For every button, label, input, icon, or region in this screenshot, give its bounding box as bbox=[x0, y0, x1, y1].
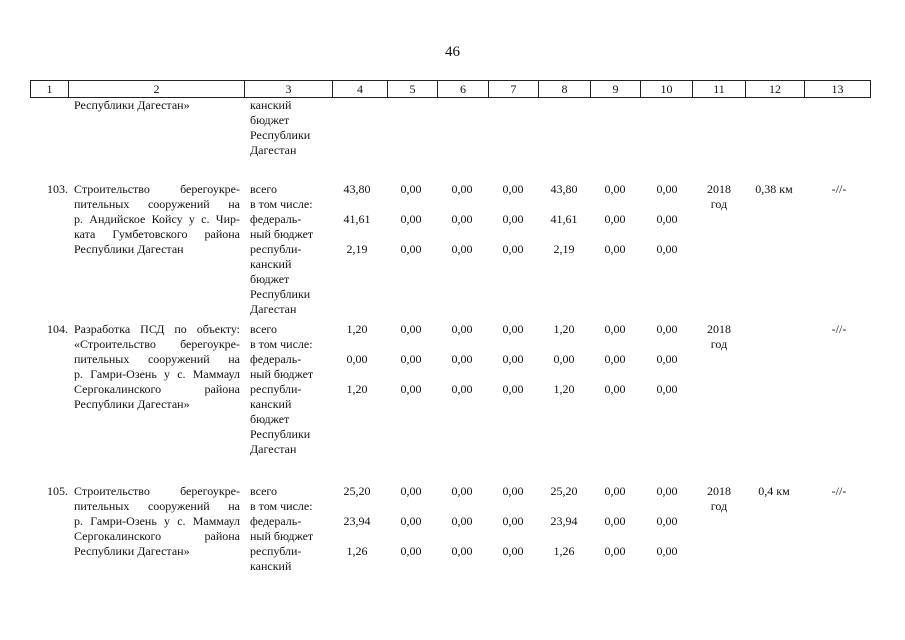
funding-source-line: Дагестан bbox=[250, 302, 297, 316]
object-name bbox=[74, 182, 240, 257]
table-header bbox=[30, 80, 871, 98]
value-cell: 0,00 bbox=[604, 352, 626, 366]
value-cell: 0,00 bbox=[451, 352, 473, 366]
funding-source-line: канский bbox=[250, 257, 292, 271]
funding-source-line: федераль- bbox=[250, 514, 302, 528]
value-cell: 43,80 bbox=[550, 182, 578, 196]
value-cell: 1,20 bbox=[346, 382, 368, 396]
funding-source-line: всего bbox=[250, 484, 278, 498]
value-cell: 25,20 bbox=[343, 484, 371, 498]
value-cell: 0,00 bbox=[502, 352, 524, 366]
year-cell bbox=[699, 484, 739, 514]
value-cell: 1,26 bbox=[553, 544, 575, 558]
value-cell: 25,20 bbox=[550, 484, 578, 498]
value-cell: 0,00 bbox=[400, 182, 422, 196]
value-cell: 0,00 bbox=[656, 322, 678, 336]
value-cell: 0,00 bbox=[604, 212, 626, 226]
value-cell: 43,80 bbox=[343, 182, 371, 196]
value-cell: 0,00 bbox=[400, 242, 422, 256]
funding-source-line: ный бюджет bbox=[250, 529, 314, 543]
value-cell: 0,00 bbox=[656, 212, 678, 226]
value-cell: 0,00 bbox=[451, 544, 473, 558]
object-name-line: Разработка ПСД по объекту: bbox=[74, 322, 240, 336]
year-line: 2018 bbox=[707, 484, 731, 498]
value-cell: 0,00 bbox=[656, 352, 678, 366]
year-cell bbox=[699, 322, 739, 352]
year-cell bbox=[699, 182, 739, 212]
source-line: Дагестан bbox=[250, 143, 297, 157]
value-cell: 23,94 bbox=[343, 514, 371, 528]
object-name-line: р. Гамри-Озень у с. Маммаул bbox=[74, 514, 240, 528]
value-cell: 0,00 bbox=[400, 484, 422, 498]
header-cell-9: 9 bbox=[590, 81, 640, 97]
note-cell: -//- bbox=[831, 484, 847, 498]
year-line: год bbox=[710, 197, 728, 211]
header-cell-1: 1 bbox=[30, 81, 68, 97]
header-cell-6: 6 bbox=[437, 81, 488, 97]
funding-source-line: республи- bbox=[250, 242, 302, 256]
object-name-line: Сергокалинского района bbox=[74, 382, 240, 396]
value-cell: 1,26 bbox=[346, 544, 368, 558]
value-cell: 2,19 bbox=[553, 242, 575, 256]
source-line: бюджет bbox=[250, 113, 290, 127]
value-cell: 0,00 bbox=[604, 484, 626, 498]
funding-source-line: в том числе: bbox=[250, 197, 313, 211]
value-cell: 0,00 bbox=[400, 212, 422, 226]
value-cell: 0,00 bbox=[656, 242, 678, 256]
value-cell: 0,00 bbox=[451, 382, 473, 396]
object-name-line: Республики Дагестан» bbox=[74, 397, 190, 411]
value-cell: 0,00 bbox=[604, 242, 626, 256]
value-cell: 0,00 bbox=[502, 484, 524, 498]
object-name-line: «Строительство берегоукре- bbox=[74, 337, 240, 351]
header-cell-2: 2 bbox=[68, 81, 244, 97]
continued-sources bbox=[250, 98, 334, 158]
note-cell: -//- bbox=[831, 182, 847, 196]
object-name-line: Республики Дагестан» bbox=[74, 544, 190, 558]
value-cell: 0,00 bbox=[451, 242, 473, 256]
value-cell: 0,00 bbox=[553, 352, 575, 366]
value-cell: 1,20 bbox=[553, 322, 575, 336]
value-cell: 0,00 bbox=[451, 484, 473, 498]
funding-source-line: канский bbox=[250, 397, 292, 411]
value-cell: 1,20 bbox=[346, 322, 368, 336]
value-cell: 1,20 bbox=[553, 382, 575, 396]
value-cell: 0,00 bbox=[400, 544, 422, 558]
row-number: 105. bbox=[47, 484, 68, 498]
value-cell: 0,00 bbox=[604, 182, 626, 196]
capacity-cell: 0,38 км bbox=[755, 182, 793, 196]
value-cell: 0,00 bbox=[604, 544, 626, 558]
funding-source-line: Дагестан bbox=[250, 442, 297, 456]
funding-source-line: Республики bbox=[250, 427, 311, 441]
funding-source-line: бюджет bbox=[250, 412, 290, 426]
source-line: Республики bbox=[250, 128, 311, 142]
value-cell: 0,00 bbox=[604, 514, 626, 528]
value-cell: 0,00 bbox=[656, 484, 678, 498]
funding-source-line: ный бюджет bbox=[250, 367, 314, 381]
value-cell: 0,00 bbox=[502, 242, 524, 256]
source-line: канский bbox=[250, 98, 292, 112]
object-name-line: пительных сооружений на bbox=[74, 197, 240, 211]
value-cell: 2,19 bbox=[346, 242, 368, 256]
header-cell-3: 3 bbox=[244, 81, 332, 97]
value-cell: 41,61 bbox=[550, 212, 578, 226]
funding-source-line: канский bbox=[250, 559, 292, 573]
value-cell: 0,00 bbox=[604, 322, 626, 336]
header-cell-12: 12 bbox=[745, 81, 804, 97]
funding-source-line: в том числе: bbox=[250, 337, 313, 351]
funding-source-line: республи- bbox=[250, 382, 302, 396]
year-line: 2018 bbox=[707, 182, 731, 196]
year-line: год bbox=[710, 337, 728, 351]
value-cell: 23,94 bbox=[550, 514, 578, 528]
value-cell: 0,00 bbox=[400, 322, 422, 336]
value-cell: 0,00 bbox=[451, 514, 473, 528]
object-name-line: Сергокалинского района bbox=[74, 529, 240, 543]
year-line: 2018 bbox=[707, 322, 731, 336]
funding-source-line: бюджет bbox=[250, 272, 290, 286]
object-name-line: пительных сооружений на bbox=[74, 352, 240, 366]
funding-source-line: всего bbox=[250, 182, 278, 196]
object-name-line: р. Гамри-Озень у с. Маммаул bbox=[74, 367, 240, 381]
value-cell: 0,00 bbox=[502, 212, 524, 226]
object-name-line: Республики Дагестан bbox=[74, 242, 184, 256]
object-name-line: ката Гумбетовского района bbox=[74, 227, 240, 241]
object-name-line: пительных сооружений на bbox=[74, 499, 240, 513]
value-cell: 0,00 bbox=[451, 212, 473, 226]
value-cell: 0,00 bbox=[502, 182, 524, 196]
note-cell: -//- bbox=[831, 322, 847, 336]
row-number: 103. bbox=[47, 182, 68, 196]
value-cell: 41,61 bbox=[343, 212, 371, 226]
header-cell-5: 5 bbox=[387, 81, 437, 97]
continued-name: Республики Дагестан» bbox=[74, 98, 190, 112]
value-cell: 0,00 bbox=[400, 514, 422, 528]
funding-source-line: федераль- bbox=[250, 212, 302, 226]
header-cell-7: 7 bbox=[488, 81, 538, 97]
value-cell: 0,00 bbox=[656, 544, 678, 558]
object-name-line: р. Андийское Койсу у с. Чир- bbox=[74, 212, 240, 226]
funding-sources bbox=[250, 182, 334, 317]
header-cell-13: 13 bbox=[804, 81, 871, 97]
funding-source-line: федераль- bbox=[250, 352, 302, 366]
year-line: год bbox=[710, 499, 728, 513]
value-cell: 0,00 bbox=[451, 322, 473, 336]
value-cell: 0,00 bbox=[346, 352, 368, 366]
object-name-line: Строительство берегоукре- bbox=[74, 484, 240, 498]
value-cell: 0,00 bbox=[400, 382, 422, 396]
object-name bbox=[74, 484, 240, 559]
header-cell-4: 4 bbox=[332, 81, 387, 97]
value-cell: 0,00 bbox=[400, 352, 422, 366]
funding-source-line: Республики bbox=[250, 287, 311, 301]
value-cell: 0,00 bbox=[451, 182, 473, 196]
object-name bbox=[74, 322, 240, 412]
funding-source-line: ный бюджет bbox=[250, 227, 314, 241]
value-cell: 0,00 bbox=[656, 182, 678, 196]
value-cell: 0,00 bbox=[502, 544, 524, 558]
capacity-cell: 0,4 км bbox=[758, 484, 790, 498]
header-cell-11: 11 bbox=[692, 81, 745, 97]
object-name-line: Строительство берегоукре- bbox=[74, 182, 240, 196]
page-number: 46 bbox=[445, 44, 460, 60]
value-cell: 0,00 bbox=[502, 514, 524, 528]
value-cell: 0,00 bbox=[656, 382, 678, 396]
value-cell: 0,00 bbox=[502, 322, 524, 336]
value-cell: 0,00 bbox=[656, 514, 678, 528]
funding-sources bbox=[250, 484, 334, 574]
funding-source-line: всего bbox=[250, 322, 278, 336]
funding-source-line: в том числе: bbox=[250, 499, 313, 513]
header-cell-8: 8 bbox=[538, 81, 590, 97]
funding-source-line: республи- bbox=[250, 544, 302, 558]
value-cell: 0,00 bbox=[604, 382, 626, 396]
funding-sources bbox=[250, 322, 334, 457]
row-number: 104. bbox=[47, 322, 68, 336]
header-cell-10: 10 bbox=[640, 81, 692, 97]
value-cell: 0,00 bbox=[502, 382, 524, 396]
